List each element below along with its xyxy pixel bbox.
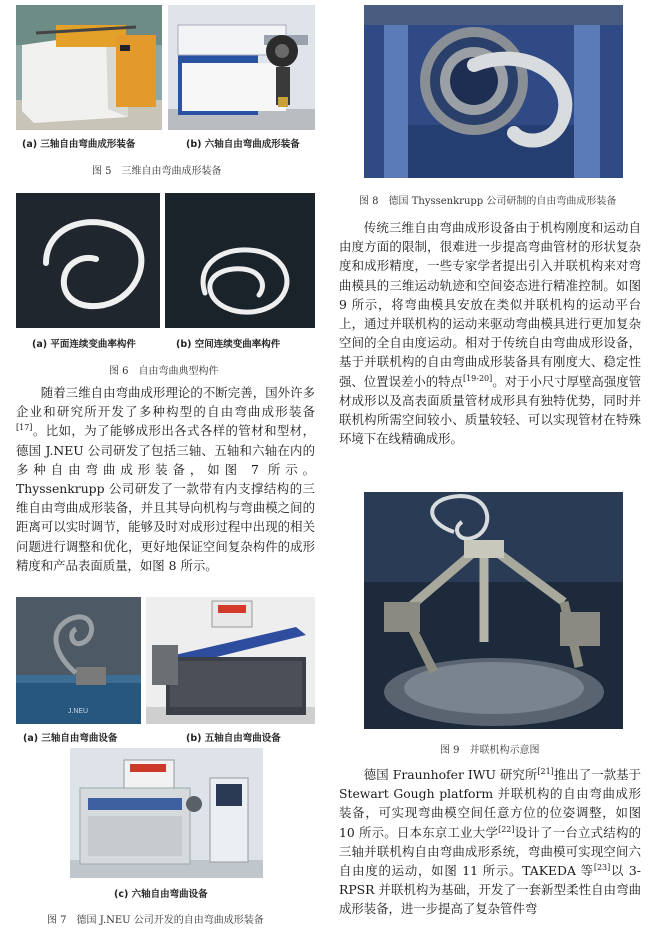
p3-text-b: 推出了一款基于 Stewart Gough platform 并联机构的自由弯曲成形装备，可实现弯曲模空间任意方位的位姿调整，如图 10 所示。日本东京工业大学	[339, 767, 642, 840]
p3-ref1: [21]	[537, 766, 554, 776]
p3-text-d: 以 3-RPSR 并联机构为基础，开发了一套新型柔性自由弯曲成形装备，进一步提高了复杂管件弯	[339, 863, 641, 917]
p3-ref2: [22]	[498, 824, 515, 834]
fig5-photo-a	[16, 5, 162, 130]
fig9-photo	[364, 492, 623, 729]
fig8-photo	[364, 5, 623, 178]
fig5-sublabel-a: (a) 三轴自由弯曲成形装备	[22, 139, 136, 150]
fig7-sublabel-b: (b) 五轴自由弯曲设备	[186, 733, 281, 744]
fig6-sublabel-a: (a) 平面连续变曲率构件	[32, 339, 136, 350]
fig7-sublabel-c: (c) 六轴自由弯曲设备	[114, 889, 208, 900]
paragraph-1	[16, 383, 315, 575]
p1-ref: [17]	[16, 423, 33, 433]
fig6-photo-b	[165, 193, 315, 328]
fig5-photo-b	[168, 5, 315, 130]
fig6-sublabel-b: (b) 空间连续变曲率构件	[176, 339, 281, 350]
fig7-photo-c	[70, 748, 263, 878]
p3-text-c: 设计了一台立式结构的三轴并联机构自由弯曲成形系统，弯曲模可实现空间六自由度的运动，如图 11 所示。TAKEDA 等	[339, 824, 641, 879]
fig7-machine-text: J.NEU	[67, 708, 89, 715]
p2-text-a: 传统三维自由弯曲成形设备由于机构刚度和运动自由度方面的限制，很难进一步提高弯曲管材的形状复杂度和成形精度，一些专家学者提出引入并联机构来对弯曲模具的三维运动轨迹和空间姿态进行精准控制。如图 9 所示，将弯曲模具安放在类似并联机构的运动平台上，通过并联机构的运动来驱动弯曲模具进行更加复杂空间的全自由度运动。相对于传统自由弯曲成形设备，基于并联机构的自由弯曲成形装备具有刚度大、稳定性强、位置误差小的特点	[339, 220, 641, 389]
fig7-sublabel-a: (a) 三轴自由弯曲设备	[23, 733, 118, 744]
p1-text-a: 随着三维自由弯曲成形理论的不断完善，国外许多企业和研究所开发了多种构型的自由弯曲成形装备	[16, 385, 315, 420]
p3-text-a: 德国 Fraunhofer IWU 研究所	[363, 767, 538, 782]
fig9-caption: 图 9 并联机构示意图	[440, 745, 540, 756]
paragraph-2	[339, 218, 641, 448]
p3-ref3: [23]	[593, 862, 611, 872]
fig7-photo-b	[146, 597, 315, 724]
fig6-photo-a	[16, 193, 160, 328]
p1-text-b: 。比如，为了能够成形出各式各样的管材和型材，德国 J.NEU 公司研发了包括三轴、五轴和六轴在内的多种自由弯曲成形装备，如图 7 所示。Thyssenkrupp 公司研发了一款带有内支撑结构的三维自由弯曲成形装备，并且其导向机构与弯曲模之间的距离可以实时调节，能够及时对成形过程中出现的相关问题进行调整和优化，更好地保证空间复杂构件的成形精度和产品表面质量，如图 8 所示。	[16, 423, 315, 573]
fig7-photo-a	[16, 597, 141, 724]
fig5-caption: 图 5 三维自由弯曲成形装备	[92, 166, 222, 177]
fig7-caption: 图 7 德国 J.NEU 公司开发的自由弯曲成形装备	[47, 915, 264, 926]
fig5-sublabel-b: (b) 六轴自由弯曲成形装备	[186, 139, 300, 150]
fig6-caption: 图 6 自由弯曲典型构件	[109, 366, 219, 377]
paragraph-3	[339, 765, 641, 919]
p2-ref: [19-20]	[462, 373, 493, 383]
p2-text-b: 。对于小尺寸厚壁高强度管材成形以及高表面质量管材成形具有独特优势，同时并联机构所需空间较小、质量较轻、可以实现管材在特殊环境下在线精确成形。	[339, 373, 642, 447]
fig8-caption: 图 8 德国 Thyssenkrupp 公司研制的自由弯曲成形装备	[359, 196, 617, 207]
